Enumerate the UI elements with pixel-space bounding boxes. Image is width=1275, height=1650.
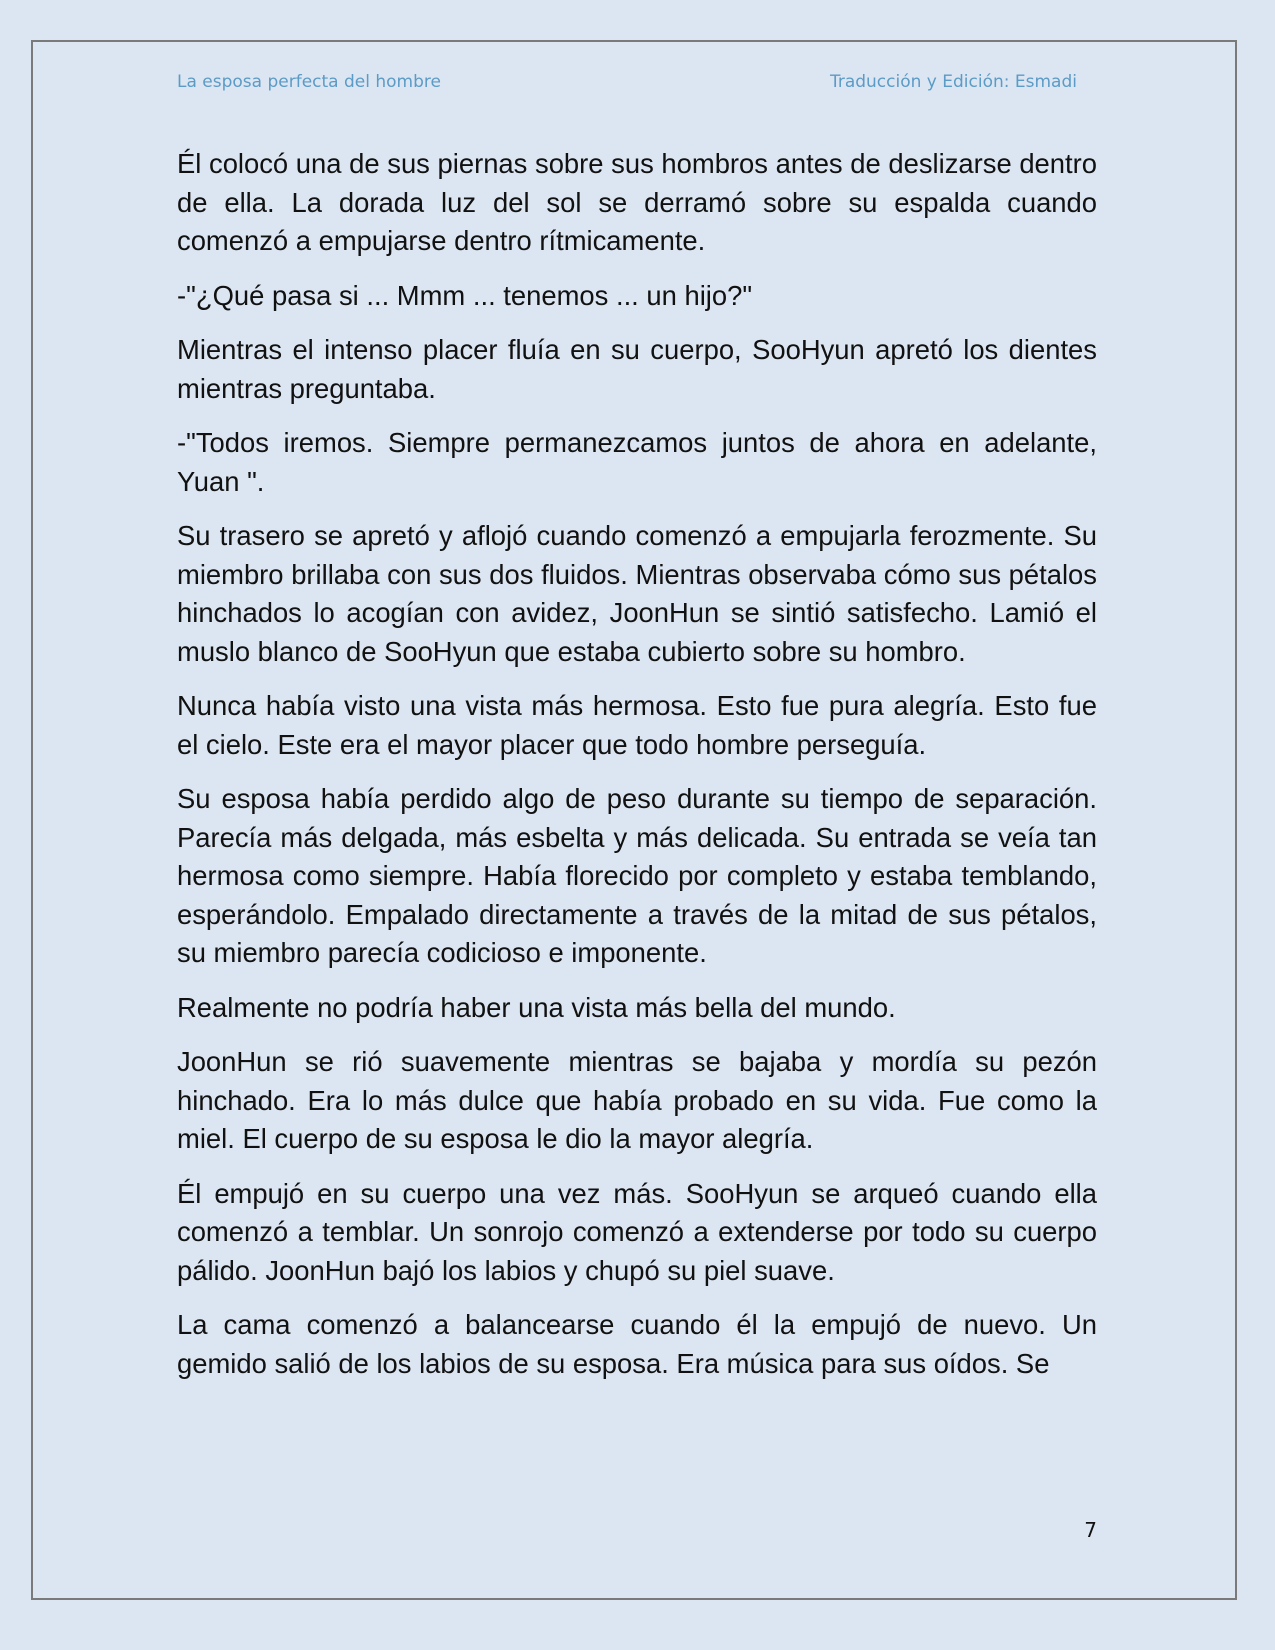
page-number: 7 xyxy=(1084,1518,1097,1542)
paragraph: Nunca había visto una vista más hermosa. Esto fue pura alegría. Esto fue el cielo. Este era el mayor placer que todo hombre perseguía. xyxy=(177,690,1097,760)
header-book-title: La esposa perfecta del hombre xyxy=(177,72,441,92)
paragraph: Realmente no podría haber una vista más bella del mundo. xyxy=(177,991,896,1023)
paragraph: Su esposa había perdido algo de peso durante su tiempo de separación. Parecía más delgada, más esbelta y más delicada. Su entrada se veía tan hermosa como siempre. Había florecido por completo y estaba temblando, esperándolo. Empalado directamente a través de la mitad de sus pétalos, su miembro parecía codicioso e imponente. xyxy=(177,783,1097,968)
body-text xyxy=(177,145,1097,1399)
paragraph: Su trasero se apretó y aflojó cuando comenzó a empujarla ferozmente. Su miembro brillaba con sus dos fluidos. Mientras observaba cómo sus pétalos hinchados lo acogían con avidez, JoonHun se sintió satisfecho. Lamió el muslo blanco de SooHyun que estaba cubierto sobre su hombro. xyxy=(177,520,1097,667)
header-credits: Traducción y Edición: Esmadi xyxy=(829,72,1077,92)
paragraph: -"Todos iremos. Siempre permanezcamos juntos de ahora en adelante, Yuan ". xyxy=(177,427,1097,497)
page-header xyxy=(177,72,1077,100)
paragraph: Él empujó en su cuerpo una vez más. SooHyun se arqueó cuando ella comenzó a temblar. Un sonrojo comenzó a extenderse por todo su cuerpo pálido. JoonHun bajó los labios y chupó su piel suave. xyxy=(177,1177,1097,1286)
paragraph: La cama comenzó a balancearse cuando él la empujó de nuevo. Un gemido salió de los labios de su esposa. Era música para sus oídos. Se xyxy=(177,1309,1097,1379)
paragraph: Mientras el intenso placer fluía en su cuerpo, SooHyun apretó los dientes mientras preguntaba. xyxy=(177,334,1097,404)
paragraph: -"¿Qué pasa si ... Mmm ... tenemos ... un hijo?" xyxy=(177,279,753,311)
paragraph: JoonHun se rió suavemente mientras se bajaba y mordía su pezón hinchado. Era lo más dulce que había probado en su vida. Fue como la miel. El cuerpo de su esposa le dio la mayor alegría. xyxy=(177,1046,1097,1154)
paragraph: Él colocó una de sus piernas sobre sus hombros antes de deslizarse dentro de ella. La dorada luz del sol se derramó sobre su espalda cuando comenzó a empujarse dentro rítmicamente. xyxy=(177,148,1097,256)
